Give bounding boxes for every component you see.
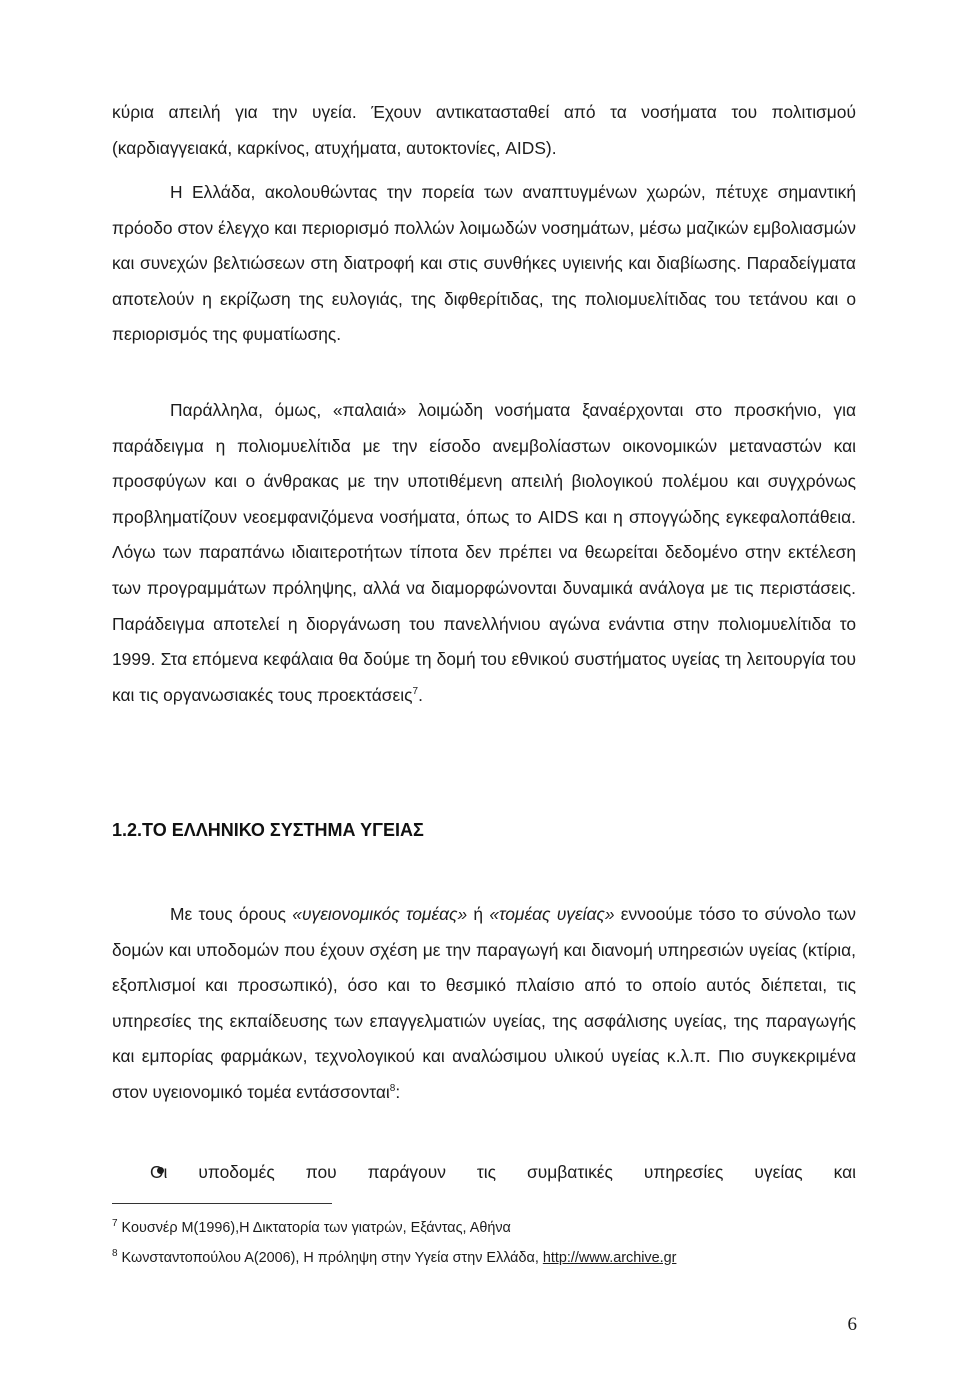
footnote-7	[112, 1218, 511, 1238]
paragraph-3	[112, 393, 856, 713]
footnote-separator	[112, 1203, 332, 1204]
term-health-sector: «υγειονομικός τομέας»	[292, 904, 468, 924]
paragraph-3-end: .	[418, 684, 423, 705]
paragraph-2: Η Ελλάδα, ακολουθώντας την πορεία των αναπτυγμένων χωρών, πέτυχε σημαντική πρόοδο στον έλεγχο και περιορισμό πολλών λοιμωδών νοσημάτων, μέσω μαζικών εμβολιασμών και συνεχών βελτιώσεων στη διατροφή και στις συνθήκες υγιεινής και διαβίωσης. Παραδείγματα αποτελούν η εκρίζωση της ευλογιάς, της διφθερίτιδας, της πολιομυελίτιδας του τετάνου και ο περιορισμός της φυματίωσης.	[112, 182, 856, 345]
footnote-ref-7[interactable]: 7	[412, 685, 419, 697]
paragraph-4-a: Με τους όρους	[170, 904, 293, 924]
paragraph-1: κύρια απειλή για την υγεία. Έχουν αντικατασταθεί από τα νοσήματα του πολιτισμού (καρδιαγγειακά, καρκίνος, ατυχήματα, αυτοκτονίες, AIDS).	[112, 102, 856, 158]
footnote-7-number: 7	[112, 1218, 118, 1230]
section-heading: 1.2.ΤΟ ΕΛΛΗΝΙΚΟ ΣΥΣΤΗΜΑ ΥΓΕΙΑΣ	[112, 820, 424, 840]
paragraph-4-end: :	[395, 1081, 401, 1102]
footnote-8	[112, 1248, 676, 1268]
page-number: 6	[847, 1314, 857, 1335]
term-health-field: «τομέας υγείας»	[489, 904, 615, 924]
footnote-8-text: Κωνσταντοπούλου Α(2006), Η πρόληψη στην Υγεία στην Ελλάδα,	[117, 1250, 543, 1266]
paragraph-4	[112, 897, 856, 1111]
footnote-7-text: Κουσνέρ Μ(1996),Η Δικτατορία των γιατρών, Εξάντας, Αθήνα	[117, 1220, 511, 1236]
footnote-ref-8[interactable]: 8	[389, 1083, 396, 1095]
paragraph-3-text: Παράλληλα, όμως, «παλαιά» λοιμώδη νοσήματα ξαναέρχονται στο προσκήνιο, για παράδειγμα η πολιομυελίτιδα με την είσοδο ανεμβολίαστων οικονομικών μεταναστών και προσφύγων και ο άνθρακας με την υποτιθέμενη απειλή βιολογικού πολέμου και συγχρόνως προβληματίζουν νεοεμφανιζόμενα νοσήματα, όπως το AIDS και η σπογγώδης εγκεφαλοπάθεια. Λόγω των παραπάνω ιδιαιτεροτήτων τίποτα δεν πρέπει να θεωρείται δεδομένο στην εκτέλεση των προγραμμάτων πρόληψης, αλλά να διαμορφώνονται δυναμικά ανάλογα με τις περιστάσεις. Παράδειγμα αποτελεί η διοργάνωση του πανελλήνιου αγώνα ενάντια στην πολιομυελίτιδα το 1999. Στα επόμενα κεφάλαια θα δούμε τη δομή του εθνικού συστήματος υγείας τη λειτουργία του και τις οργανωσιακές τους προεκτάσεις	[112, 400, 856, 705]
bullet-item-1: Οι υποδομές που παράγουν τις συμβατικές υπηρεσίες υγείας και	[150, 1162, 856, 1182]
footnote-8-link[interactable]: http://www.archive.gr	[542, 1250, 677, 1266]
paragraph-4-c: εννοούμε τόσο το σύνολο των δομών και υποδομών που έχουν σχέση με την παραγωγή και διανομή υπηρεσιών υγείας (κτίρια, εξοπλισμοί και προσωπικό), όσο και το θεσμικό πλαίσιο από το οποίο αυτός διέπεται, τις υπηρεσίες της εκπαίδευσης των επαγγελματιών υγείας, της ασφάλισης υγείας, της παραγωγής και εμπορίας φαρμάκων, τεχνολογικού και αναλώσιμου υλικού υγείας κ.λ.π. Πιο συγκεκριμένα στον υγειονομικό τομέα εντάσσονται	[112, 904, 856, 1102]
footnote-8-number: 8	[112, 1248, 118, 1260]
paragraph-4-b: ή	[467, 904, 490, 924]
